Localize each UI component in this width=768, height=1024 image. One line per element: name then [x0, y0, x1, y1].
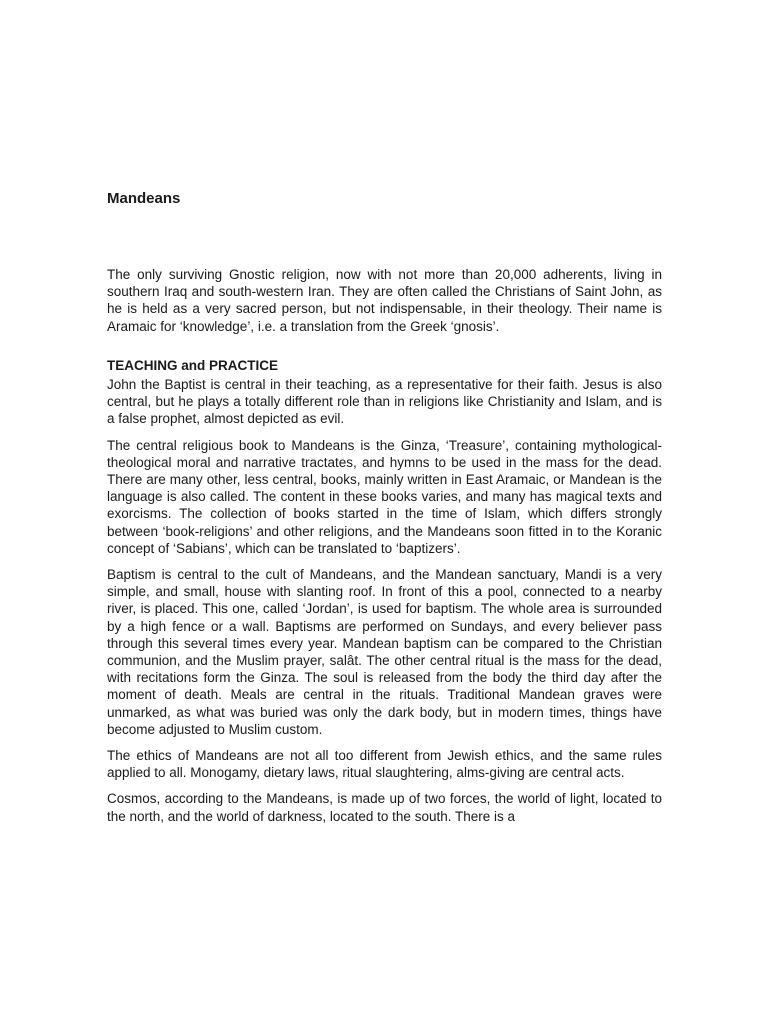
body-paragraph: The central religious book to Mandeans is the Ginza, ‘Treasure’, containing mythological- theological moral and narrative tractates, and hymns to be used in the mass for the dead. There are many other, less central, books, mainly written in East Aramaic, or Mandean is the language is also called. The content in these books varies, and many has magical texts and exorcisms. The collection of books started in the time of Islam, which differs strongly between ‘book-religions’ and other religions, and the Mandeans soon fitted in to the Koranic concept of ‘Sabians’, which can be translated to ‘baptizers’.	[107, 437, 662, 556]
body-paragraph: The ethics of Mandeans are not all too different from Jewish ethics, and the same rules applied to all. Monogamy, dietary laws, ritual slaughtering, alms-giving are central acts.	[107, 748, 662, 781]
document-title: Mandeans	[107, 190, 181, 207]
body-paragraph: Cosmos, according to the Mandeans, is made up of two forces, the world of light, located to the north, and the world of darkness, located to the south. There is a	[107, 791, 662, 824]
intro-paragraph: The only surviving Gnostic religion, now with not more than 20,000 adherents, living in southern Iraq and south-western Iran. They are often called the Christians of Saint John, as he is held as a very sacred person, but not indispensable, in their theology. Their name is Aramaic for ‘knowledge’, i.e. a translation from the Greek ‘gnosis’.	[107, 267, 662, 334]
document-body	[107, 266, 662, 834]
body-paragraph: Baptism is central to the cult of Mandeans, and the Mandean sanctuary, Mandi is a very simple, and small, house with slanting roof. In front of this a pool, connected to a nearby river, is placed. This one, called ‘Jordan’, is used for baptism. The whole area is surrounded by a high fence or a wall. Baptisms are performed on Sundays, and every believer pass through this several times every year. Mandean baptism can be compared to the Christian communion, and the Muslim prayer, salât. The other central ritual is the mass for the dead, with recitations form the Ginza. The soul is released from the body the third day after the moment of death. Meals are central in the rituals. Traditional Mandean graves were unmarked, as what was buried was only the dark body, but in modern times, things have become adjusted to Muslim custom.	[107, 567, 662, 737]
section-heading: TEACHING and PRACTICE	[107, 357, 279, 373]
body-paragraph: John the Baptist is central in their teaching, as a representative for their faith. Jesus is also central, but he plays a totally different role than in religions like Christianity and Islam, and is a false prophet, almost depicted as evil.	[107, 377, 662, 427]
